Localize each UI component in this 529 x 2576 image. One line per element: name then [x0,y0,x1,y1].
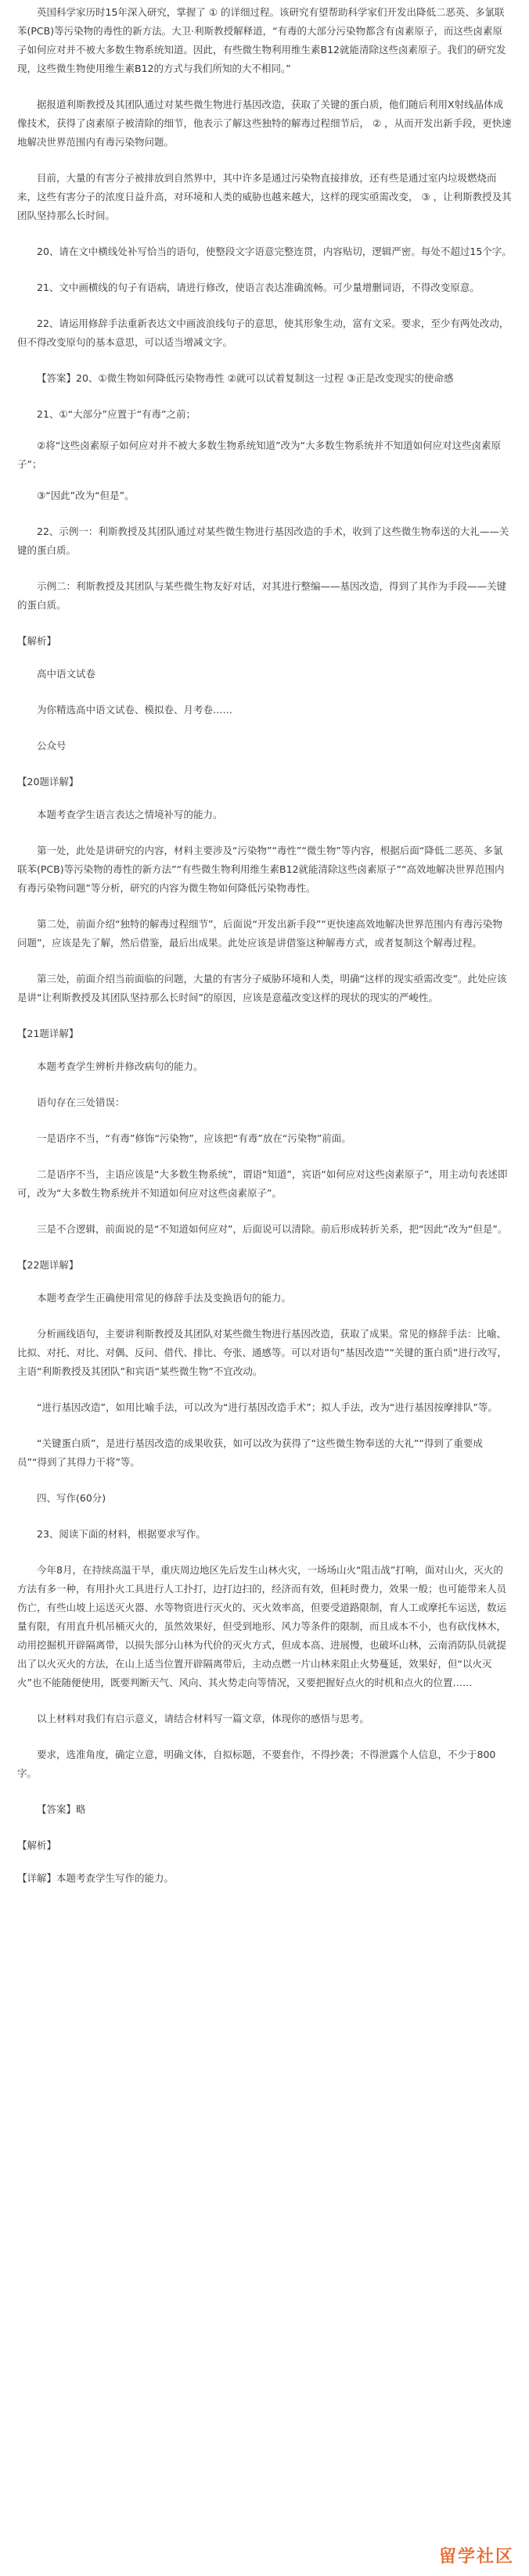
detail-21-error-3: 三是不合逻辑，前面说的是“不知道如何应对”，后面说可以清除。前后形成转折关系，把“因此”改为“但是”。 [37,1223,508,1235]
detail-21-summary: 语句存在三处错误： [37,1096,125,1108]
detail-21-error-2: 二是语序不当，主语应该是“大多数生物系统”，谓语“知道”，宾语“如何应对这些卤素原子”，用主动句表述即可，改为“大多数生物系统并不知道如何应对这些卤素原子”。 [17,1168,508,1199]
detail-20-part-1: 第一处，此处是讲研究的内容，材料主要涉及“污染物”“毒性”“微生物”等内容，根据后面“降低二恶英、多氯联苯(PCB)等污染物的毒性的新方法”“有些微生物利用维生素B12就能清除这些卤素原子”“高效地解决世界范围内有毒污染物问题”等分析，研究的内容为微生物如何降低污染物毒性。 [17,845,505,894]
answer-22-example-2: 示例二：利斯教授及其团队与某些微生物友好对话，对其进行整编——基因改造，得到了其作为手段——关键的蛋白质。 [17,580,507,611]
detail-22-intro: 本题考查学生正确使用常见的修辞手法及变换语句的能力。 [37,1292,292,1304]
answer-23: 【答案】略 [37,1803,86,1815]
answer-20: 【答案】20、①微生物如何降低污染物毒性 ②就可以试着复制这一过程 ③正是改变现实的使命感 [37,372,454,384]
writing-section-title: 四、写作(60分) [37,1492,106,1504]
promo-account: 公众号 [37,740,67,752]
promo-title: 高中语文试卷 [37,668,96,680]
analysis-23-heading: 【解析】 [17,1839,57,1851]
answer-21-part-3: ③“因此”改为“但是”。 [37,490,135,501]
detail-22-example-1: “进行基因改造”，如用比喻手法，可以改为“进行基因改造手术”；拟人手法，改为“进行基因按摩排队”等。 [37,1401,498,1413]
question-20: 20、请在文中横线处补写恰当的语句，使整段文字语意完整连贯，内容贴切，逻辑严密。每处不超过15个字。 [37,246,512,257]
detail-23: 【详解】本题考查学生写作的能力。 [17,1872,175,1884]
detail-21-intro: 本题考查学生辨析并修改病句的能力。 [37,1060,203,1072]
material-paragraph-2: 据报道利斯教授及其团队通过对某些微生物进行基因改造，获取了关键的蛋白质，他们随后利用X射线晶体成像技术，获得了卤素原子被清除的细节，他表示了解这些独特的解毒过程细节后， ② ，从而开发出新手段，更快速地解决世界范围内有毒污染物问题。 [17,99,512,148]
detail-21-heading: 【21题详解】 [17,1028,79,1039]
material-intro: 英国科学家历时15年深入研究，掌握了 ① 的详细过程。该研究有望帮助科学家们开发出降低二恶英、多氯联苯(PCB)等污染物的毒性的新方法。大卫·利斯教授解释道，“有毒的大部分污染物都含有卤素原子，而这些卤素原子如何应对并不被大多数生物系统知道。因此，有些微生物利用维生素B12就能清除这些卤素原子。我们的研究发现，这些微生物使用维生素B12的方式与我们所知的大不相同。” [17,6,506,74]
detail-20-part-3: 第三处，前面介绍当前面临的问题，大量的有害分子威胁环境和人类，明确“这样的现实亟需改变”。此处应该是讲“让利斯教授及其团队坚持那么长时间”的原因，应该是意蕴改变这样的现状的现实的严峻性。 [17,973,507,1003]
promo-subtitle: 为你精选高中语文试卷、模拟卷、月考卷…… [37,704,233,716]
analysis-heading: 【解析】 [17,635,57,647]
detail-22-heading: 【22题详解】 [17,1259,79,1271]
writing-material: 今年8月，在持续高温干旱，重庆周边地区先后发生山林火灾，一场场山火“阻击战”打响，面对山火，灭火的方法有多一种，有用扑火工具进行人工扑打，边打边扫的，经济而有效，但耗时费力，效果一般；也可能带来人员伤亡，有些山坡上运送灭火器、水等物资进行灭火的、灭火效率高，但要受道路限制，育人工或摩托车运送，数运量有限，有用直升机吊桶灭火的，虽然效果好，但受到地形、风力等条件的限制，而且成本不小，也有砍伐林木，动用挖掘机开辟隔离带，以损失部分山林为代价的灭火方式，但成本高、进展慢，也破坏山林，云南消防队员就提出了以火灭火的方法，在山上适当位置开辟隔离带后，主动点燃一片山林来阻止火势蔓延，效果好，但“以火灭火”也不能随便使用，既要判断天气、风向、其火势走向等情况，又要把握好点火的时机和点火的位置…… [17,1564,507,1688]
detail-20-intro: 本题考查学生语言表达之情境补写的能力。 [37,809,223,820]
material-paragraph-3: 目前，大量的有害分子被排放到自然界中，其中许多是通过污染物直接排放，还有些是通过室内垃圾燃烧而来，这些有害分子的浓度日益升高，对环境和人类的威胁也越来越大，这样的现实亟需改变， ③ ，让利斯教授及其团队坚持那么长时间。 [17,172,512,221]
detail-20-part-2: 第二处，前面介绍“独特的解毒过程细节”，后面说“开发出新手段”“更快速高效地解决世界范围内有毒污染物问题”，应该是先了解，然后借鉴，最后出成果。此处应该是讲借鉴这种解毒方式，或者复制这个解毒过程。 [17,918,502,949]
detail-20-heading: 【20题详解】 [17,776,79,788]
writing-requirements: 要求，选准角度，确定立意，明确文体，自拟标题，不要套作，不得抄袭；不得泄露个人信息，不少于800字。 [17,1749,496,1779]
detail-22-analysis: 分析画线语句，主要讲利斯教授及其团队对某些微生物进行基因改造，获取了成果。常见的修辞手法：比喻、比拟、对托、对比、对偶、反问、借代、排比、夸张、通感等。可以对语句“基因改造”“关键的蛋白质”进行改写，主语“利斯教授及其团队”和宾语“某些微生物”不宜改动。 [17,1328,507,1377]
detail-22-example-2: “关键蛋白质”，是进行基因改造的成果收获，如可以改为获得了“这些微生物奉送的大礼”“得到了重要成员”“得到了其得力干将”等。 [17,1437,483,1468]
question-23: 23、阅读下面的材料，根据要求写作。 [37,1528,206,1540]
site-watermark-logo: 留学社区 [438,2547,514,2567]
question-21: 21、文中画横线的句子有语病，请进行修改，使语言表达准确流畅。可少量增删词语，不得改变原意。 [37,282,480,293]
answer-22-example-1: 22、示例一：利斯教授及其团队通过对某些微生物进行基因改造的手术，收到了这些微生物奉送的大礼——关键的蛋白质。 [17,526,509,556]
answer-21-part-2: ②将“这些卤素原子如何应对并不被大多数生物系统知道”改为“大多数生物系统并不知道如何应对这些卤素原子”； [17,439,502,470]
writing-prompt: 以上材料对我们有启示意义，请结合材料写一篇文章，体现你的感悟与思考。 [37,1713,370,1724]
answer-21-part-1: 21、①“大部分”应置于“有毒”之前； [37,408,196,420]
question-22: 22、请运用修辞手法重新表达文中画波浪线句子的意思，使其形象生动，富有文采。要求，至少有两处改动，但不得改变原句的基本意思，可以适当增减文字。 [17,318,509,348]
detail-21-error-1: 一是语序不当，“有毒”修饰“污染物”，应该把“有毒”放在“污染物”前面。 [37,1132,351,1144]
